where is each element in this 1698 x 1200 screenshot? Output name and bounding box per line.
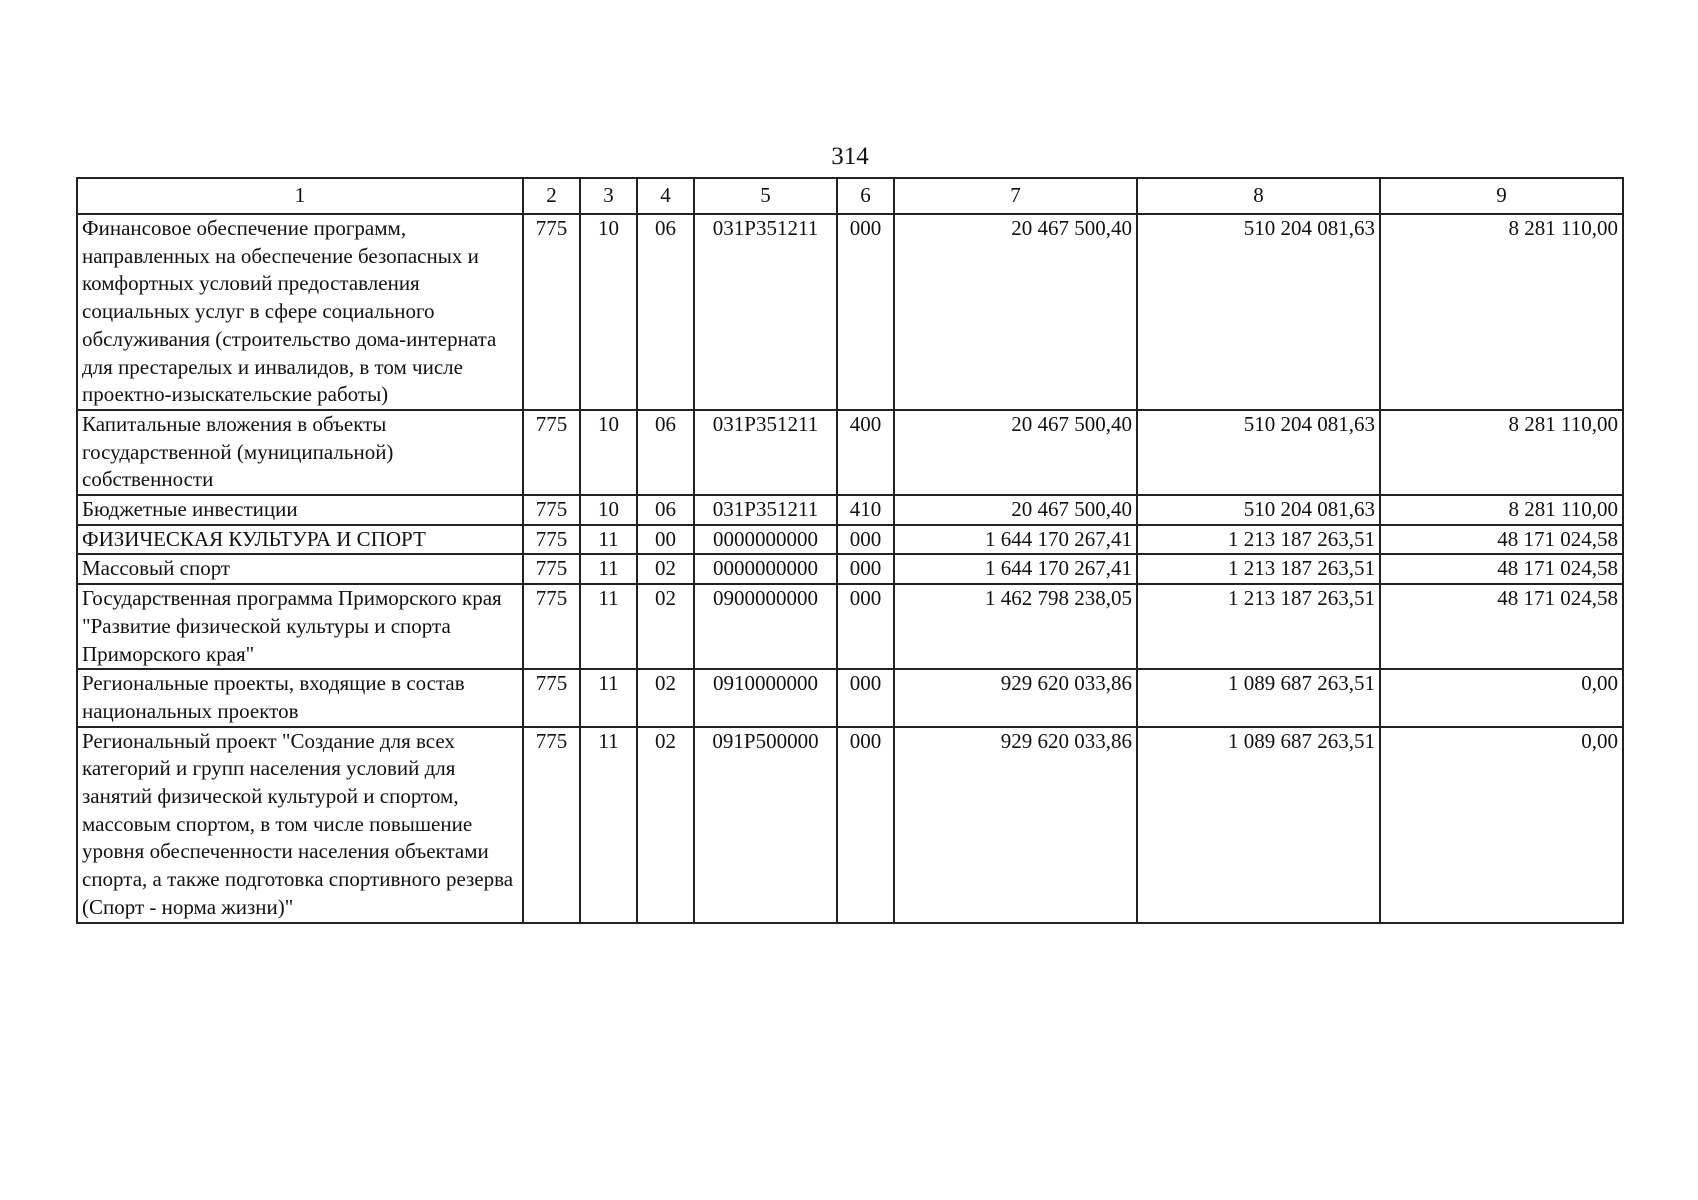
row-name: Бюджетные инвестиции xyxy=(77,495,523,525)
row-name: Региональные проекты, входящие в состав национальных проектов xyxy=(77,669,523,726)
section-code: 10 xyxy=(580,410,637,495)
budget-table xyxy=(76,177,1624,924)
amount-col7: 1 644 170 267,41 xyxy=(894,554,1137,584)
section-code: 11 xyxy=(580,669,637,726)
expense-type-code: 400 xyxy=(837,410,894,495)
row-name: Региональный проект "Создание для всех категорий и групп населения условий для занятий физической культурой и спортом, массовым спортом, в том числе повышение уровня обеспеченности населения объектами спорта, а также подготовка спортивного резерва (Спорт - норма жизни)" xyxy=(77,727,523,923)
amount-col7: 1 462 798 238,05 xyxy=(894,584,1137,669)
amount-col8: 1 213 187 263,51 xyxy=(1137,525,1380,555)
expense-type-code: 000 xyxy=(837,525,894,555)
amount-col7: 20 467 500,40 xyxy=(894,214,1137,410)
amount-col8: 510 204 081,63 xyxy=(1137,214,1380,410)
grbs-code: 775 xyxy=(523,727,580,923)
grbs-code: 775 xyxy=(523,214,580,410)
column-header: 1 xyxy=(77,178,523,214)
row-name: Массовый спорт xyxy=(77,554,523,584)
column-header: 6 xyxy=(837,178,894,214)
amount-col7: 929 620 033,86 xyxy=(894,669,1137,726)
section-code: 11 xyxy=(580,554,637,584)
amount-col7: 1 644 170 267,41 xyxy=(894,525,1137,555)
amount-col7: 929 620 033,86 xyxy=(894,727,1137,923)
column-header: 3 xyxy=(580,178,637,214)
expense-type-code: 000 xyxy=(837,584,894,669)
column-number-row xyxy=(77,178,1623,214)
column-header: 4 xyxy=(637,178,694,214)
amount-col9: 48 171 024,58 xyxy=(1380,584,1623,669)
expense-type-code: 410 xyxy=(837,495,894,525)
subsection-code: 06 xyxy=(637,495,694,525)
table-row xyxy=(77,669,1623,726)
amount-col9: 8 281 110,00 xyxy=(1380,214,1623,410)
table-row xyxy=(77,727,1623,923)
target-article-code: 031P351211 xyxy=(694,495,837,525)
amount-col8: 1 089 687 263,51 xyxy=(1137,727,1380,923)
amount-col9: 8 281 110,00 xyxy=(1380,410,1623,495)
table-row xyxy=(77,554,1623,584)
section-code: 10 xyxy=(580,214,637,410)
amount-col8: 1 213 187 263,51 xyxy=(1137,554,1380,584)
amount-col8: 510 204 081,63 xyxy=(1137,410,1380,495)
amount-col9: 48 171 024,58 xyxy=(1380,554,1623,584)
amount-col7: 20 467 500,40 xyxy=(894,410,1137,495)
expense-type-code: 000 xyxy=(837,727,894,923)
table-row xyxy=(77,584,1623,669)
grbs-code: 775 xyxy=(523,410,580,495)
amount-col9: 0,00 xyxy=(1380,727,1623,923)
grbs-code: 775 xyxy=(523,554,580,584)
table-row xyxy=(77,525,1623,555)
column-header: 7 xyxy=(894,178,1137,214)
amount-col8: 1 089 687 263,51 xyxy=(1137,669,1380,726)
subsection-code: 06 xyxy=(637,214,694,410)
subsection-code: 02 xyxy=(637,669,694,726)
grbs-code: 775 xyxy=(523,584,580,669)
subsection-code: 02 xyxy=(637,584,694,669)
amount-col9: 48 171 024,58 xyxy=(1380,525,1623,555)
subsection-code: 06 xyxy=(637,410,694,495)
row-name: Финансовое обеспечение программ, направленных на обеспечение безопасных и комфортных условий предоставления социальных услуг в сфере социального обслуживания (строительство дома-интерната для престарелых и инвалидов, в том числе проектно-изыскательские работы) xyxy=(77,214,523,410)
subsection-code: 02 xyxy=(637,727,694,923)
column-header: 9 xyxy=(1380,178,1623,214)
target-article-code: 031P351211 xyxy=(694,410,837,495)
page-number: 314 xyxy=(831,143,869,170)
table-row xyxy=(77,214,1623,410)
expense-type-code: 000 xyxy=(837,669,894,726)
expense-type-code: 000 xyxy=(837,554,894,584)
section-code: 11 xyxy=(580,525,637,555)
subsection-code: 00 xyxy=(637,525,694,555)
target-article-code: 0900000000 xyxy=(694,584,837,669)
target-article-code: 0000000000 xyxy=(694,554,837,584)
row-name: ФИЗИЧЕСКАЯ КУЛЬТУРА И СПОРТ xyxy=(77,525,523,555)
column-header: 5 xyxy=(694,178,837,214)
table-row xyxy=(77,410,1623,495)
row-name: Капитальные вложения в объекты государственной (муниципальной) собственности xyxy=(77,410,523,495)
grbs-code: 775 xyxy=(523,495,580,525)
subsection-code: 02 xyxy=(637,554,694,584)
amount-col8: 1 213 187 263,51 xyxy=(1137,584,1380,669)
section-code: 11 xyxy=(580,584,637,669)
target-article-code: 0000000000 xyxy=(694,525,837,555)
column-header: 8 xyxy=(1137,178,1380,214)
amount-col8: 510 204 081,63 xyxy=(1137,495,1380,525)
target-article-code: 031P351211 xyxy=(694,214,837,410)
row-name: Государственная программа Приморского края "Развитие физической культуры и спорта Приморского края" xyxy=(77,584,523,669)
amount-col9: 0,00 xyxy=(1380,669,1623,726)
section-code: 10 xyxy=(580,495,637,525)
amount-col7: 20 467 500,40 xyxy=(894,495,1137,525)
section-code: 11 xyxy=(580,727,637,923)
expense-type-code: 000 xyxy=(837,214,894,410)
amount-col9: 8 281 110,00 xyxy=(1380,495,1623,525)
table-row xyxy=(77,495,1623,525)
column-header: 2 xyxy=(523,178,580,214)
grbs-code: 775 xyxy=(523,525,580,555)
target-article-code: 0910000000 xyxy=(694,669,837,726)
target-article-code: 091P500000 xyxy=(694,727,837,923)
grbs-code: 775 xyxy=(523,669,580,726)
